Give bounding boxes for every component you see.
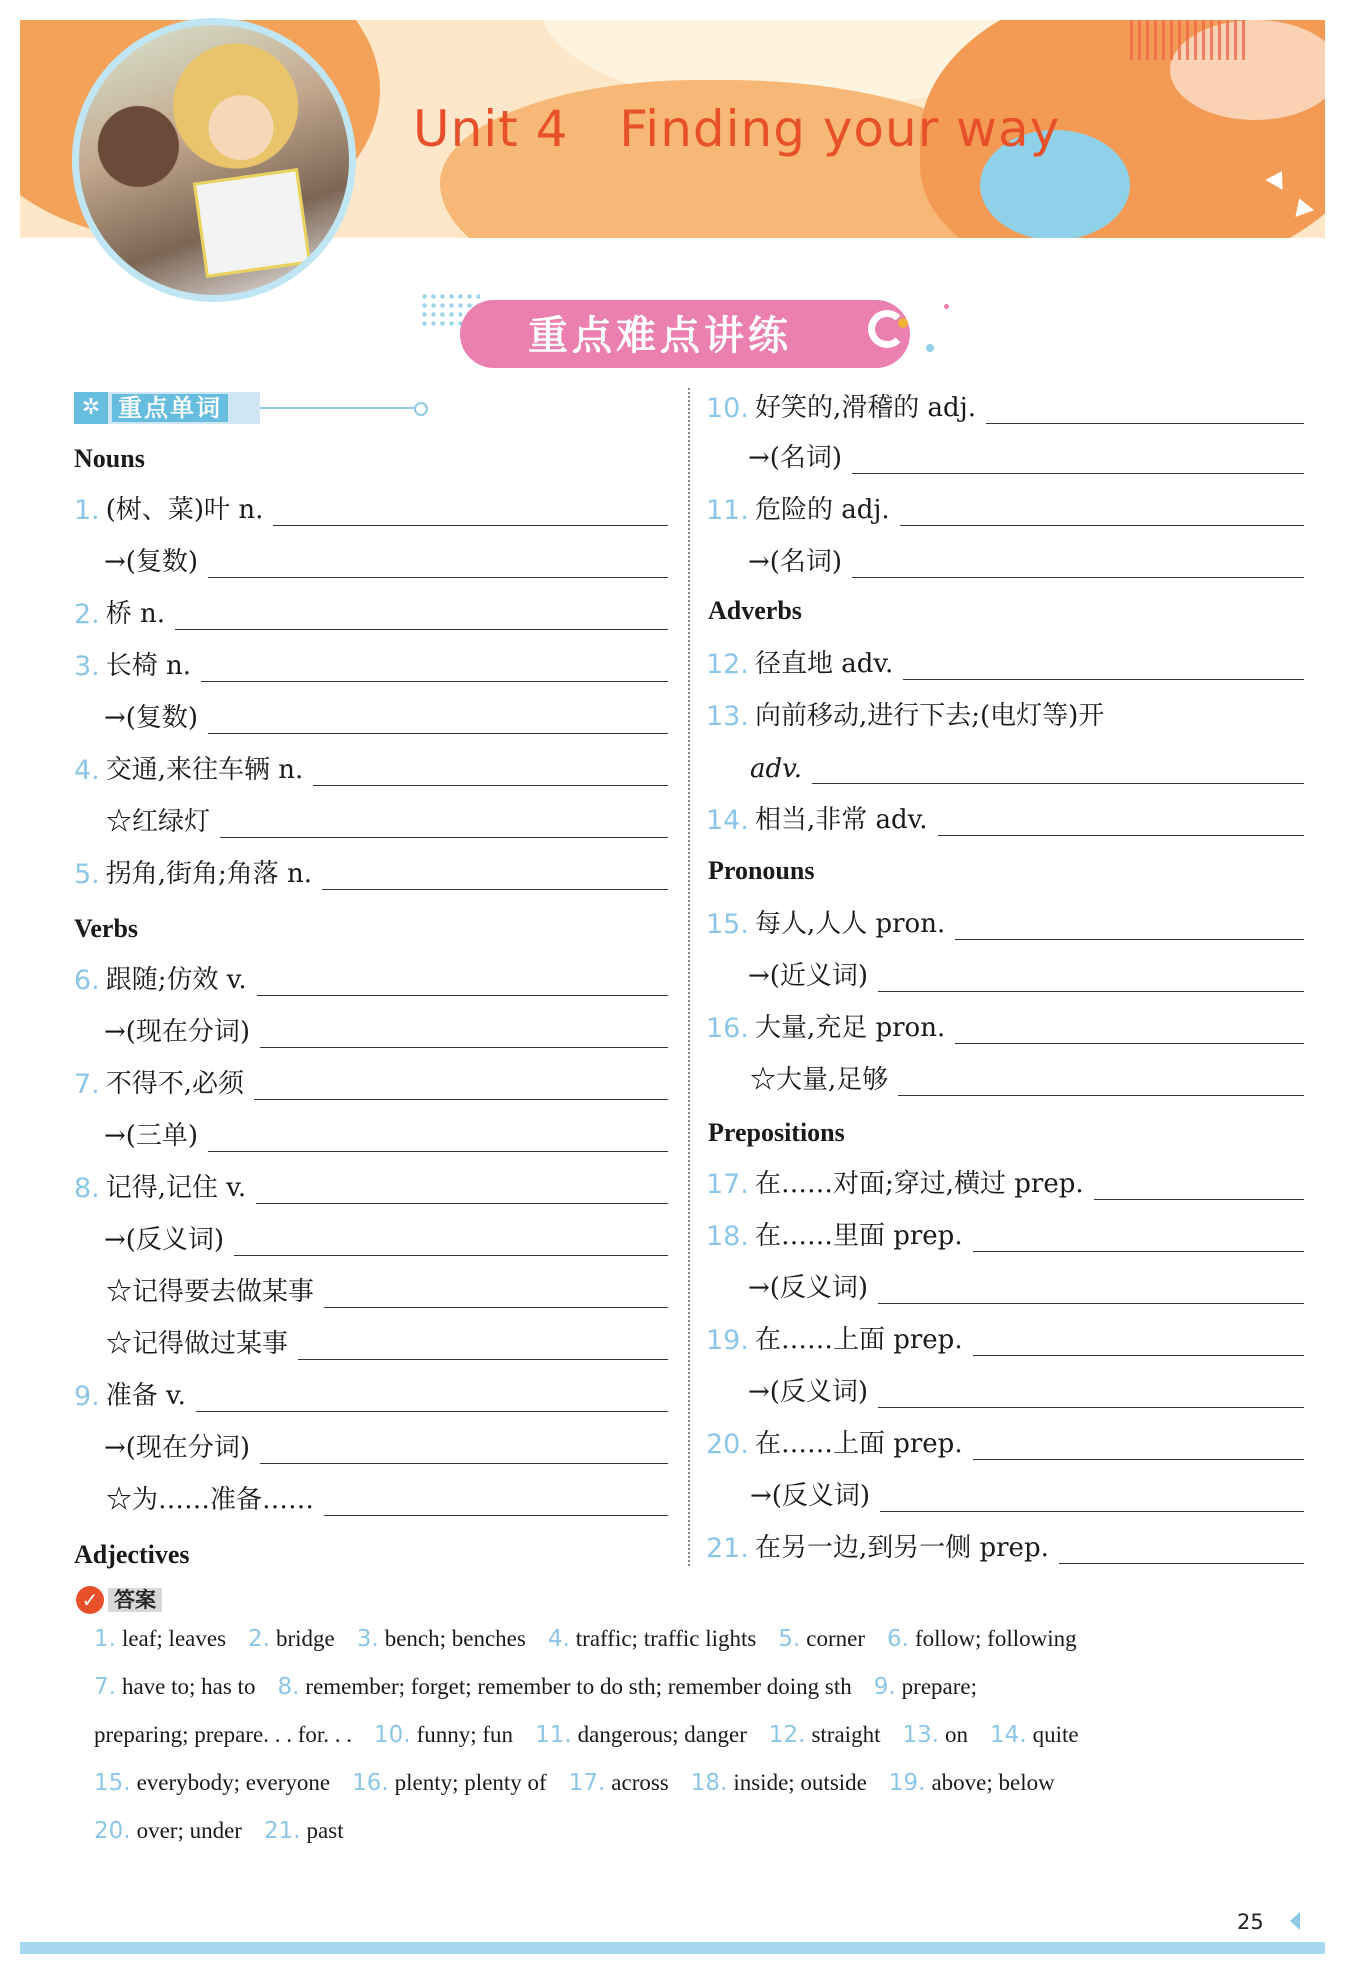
answer-number: 8.: [277, 1674, 300, 1700]
answer-item: [94, 1770, 330, 1796]
vocab-row: [74, 1164, 668, 1204]
vocab-row: [748, 1264, 1304, 1304]
vocab-row: [104, 1216, 668, 1256]
answer-text: bridge: [275, 1626, 335, 1651]
answer-text: preparing; prepare. . . for. . .: [94, 1722, 353, 1747]
answers-line: [94, 1626, 1099, 1666]
answer-item: [277, 1674, 851, 1700]
answer-blank[interactable]: [903, 649, 1304, 680]
answer-number: 4.: [547, 1626, 570, 1652]
answer-number: 12.: [768, 1722, 806, 1748]
item-number: 19.: [706, 1325, 749, 1356]
vocab-badge: [74, 392, 260, 424]
vocab-row: [748, 434, 1304, 474]
answer-blank[interactable]: [256, 1173, 668, 1204]
item-text: →(现在分词): [104, 1017, 251, 1047]
item-text: (树、菜)叶 n.: [105, 495, 264, 525]
item-text: ☆记得做过某事: [106, 1329, 289, 1359]
vocab-row: [106, 798, 668, 838]
item-number: 2.: [74, 599, 100, 630]
item-text: 不得不,必须: [105, 1069, 245, 1099]
vocab-row: [74, 956, 668, 996]
answers-line: [94, 1674, 999, 1714]
badge-line: [260, 407, 416, 409]
answer-blank[interactable]: [260, 1433, 668, 1464]
answer-blank[interactable]: [196, 1381, 668, 1412]
item-number: 15.: [706, 909, 749, 940]
heading-adjectives: Adjectives: [74, 1540, 190, 1569]
answer-blank[interactable]: [1059, 1533, 1304, 1564]
vocab-row: [748, 1368, 1304, 1408]
vocab-row: [106, 1476, 668, 1516]
answer-number: 10.: [374, 1722, 411, 1748]
item-number: 16.: [706, 1013, 749, 1044]
answer-blank[interactable]: [955, 909, 1304, 940]
answer-blank[interactable]: [257, 965, 668, 996]
answer-blank[interactable]: [260, 1017, 668, 1048]
answer-number: 18.: [690, 1770, 728, 1796]
answer-item: [94, 1722, 352, 1748]
answer-item: [691, 1770, 867, 1796]
answer-blank[interactable]: [208, 547, 668, 578]
answer-number: 2.: [248, 1626, 270, 1652]
vocab-row: [74, 642, 668, 682]
answer-text: have to; has to: [121, 1674, 256, 1699]
answer-blank[interactable]: [201, 651, 668, 682]
answer-blank[interactable]: [322, 859, 668, 890]
item-number: 1.: [74, 495, 100, 526]
item-text: →(近义词): [748, 961, 869, 991]
item-number: 18.: [706, 1221, 749, 1252]
answer-item: [990, 1722, 1079, 1748]
answer-blank[interactable]: [878, 1377, 1304, 1408]
item-number: 21.: [706, 1533, 749, 1564]
item-number: 11.: [706, 495, 749, 526]
answer-text: dangerous; danger: [577, 1722, 747, 1747]
item-text: 危险的 adj.: [754, 495, 890, 525]
item-text: ☆记得要去做某事: [106, 1277, 315, 1307]
answer-blank[interactable]: [973, 1325, 1304, 1356]
item-text: 记得,记住 v.: [105, 1173, 247, 1203]
item-text: 大量,充足 pron.: [754, 1013, 946, 1043]
answer-blank[interactable]: [900, 495, 1304, 526]
answer-number: 11.: [535, 1722, 572, 1748]
unit-number: Unit 4: [413, 100, 569, 158]
item-number: 3.: [74, 651, 100, 682]
answer-item: [94, 1626, 226, 1652]
answer-text: funny; fun: [416, 1722, 514, 1747]
answer-text: above; below: [931, 1770, 1055, 1795]
answer-number: 1.: [94, 1626, 116, 1652]
item-text: 跟随;仿效 v.: [105, 965, 247, 995]
item-text: adv.: [750, 754, 803, 784]
item-text: 径直地 adv.: [754, 649, 894, 679]
vocab-row: [106, 1320, 668, 1360]
item-text: 在……对面;穿过,横过 prep.: [754, 1169, 1084, 1199]
answer-blank[interactable]: [273, 495, 668, 526]
vocab-row: [74, 1060, 668, 1100]
answer-text: leaf; leaves: [121, 1626, 227, 1651]
answer-blank[interactable]: [812, 753, 1304, 784]
item-text: 拐角,街角;角落 n.: [105, 859, 313, 889]
item-text: →(现在分词): [104, 1433, 251, 1463]
item-text: →(反义词): [104, 1225, 225, 1255]
item-number: 6.: [74, 965, 100, 996]
answer-text: follow; following: [914, 1626, 1077, 1651]
answer-item: [94, 1674, 255, 1700]
answer-blank[interactable]: [1094, 1169, 1304, 1200]
vocab-row: [104, 1112, 668, 1152]
item-number: 10.: [706, 393, 749, 424]
answer-item: [548, 1626, 756, 1652]
item-text: →(反义词): [748, 1377, 869, 1407]
item-text: →(复数): [104, 703, 199, 733]
answer-text: everybody; everyone: [136, 1770, 331, 1795]
vocab-row: [706, 1004, 1304, 1044]
unit-name: Finding your way: [619, 100, 1061, 158]
vocab-row: [748, 952, 1304, 992]
item-text: 交通,来往车辆 n.: [105, 755, 304, 785]
vocab-row: [104, 1008, 668, 1048]
answer-blank[interactable]: [852, 547, 1304, 578]
answer-number: 7.: [94, 1674, 116, 1700]
item-text: 桥 n.: [105, 599, 166, 629]
vocab-row: [104, 694, 668, 734]
answer-number: 14.: [990, 1722, 1027, 1748]
answer-number: 6.: [887, 1626, 909, 1652]
answer-text: traffic; traffic lights: [575, 1626, 757, 1651]
answer-item: [94, 1818, 242, 1844]
item-number: 20.: [706, 1429, 749, 1460]
item-text: 准备 v.: [105, 1381, 186, 1411]
answer-text: bench; benches: [384, 1626, 526, 1651]
item-number: 7.: [74, 1069, 100, 1100]
item-text: ☆大量,足够: [750, 1065, 889, 1095]
item-number: 12.: [706, 649, 749, 680]
heading-prepositions: Prepositions: [708, 1118, 845, 1147]
answers-line: [94, 1770, 1077, 1810]
answer-number: 15.: [94, 1770, 131, 1796]
answer-blank[interactable]: [220, 807, 668, 838]
item-text: ☆为……准备……: [106, 1485, 315, 1515]
item-text: 长椅 n.: [105, 651, 192, 681]
answer-blank[interactable]: [880, 1481, 1304, 1512]
vocab-badge-label: 重点单词: [112, 394, 228, 422]
vocab-row: [706, 900, 1304, 940]
vocab-row: [104, 538, 668, 578]
answers-label: 答案: [108, 1588, 162, 1612]
vocab-row: [106, 1268, 668, 1308]
answer-text: on: [945, 1722, 969, 1747]
item-number: 14.: [706, 805, 749, 836]
answer-blank[interactable]: [208, 703, 668, 734]
answer-blank[interactable]: [938, 805, 1305, 836]
vocab-row: [748, 538, 1304, 578]
answer-blank[interactable]: [878, 961, 1304, 992]
vocab-row: [706, 1160, 1304, 1200]
answer-blank[interactable]: [898, 1065, 1304, 1096]
vocab-row: [74, 1372, 668, 1412]
answer-item: [248, 1626, 335, 1652]
item-number: 8.: [74, 1173, 100, 1204]
answer-text: straight: [811, 1722, 881, 1747]
item-text: 在……上面 prep.: [754, 1429, 963, 1459]
arrow-left-icon: [1290, 1912, 1300, 1930]
item-text: 每人,人人 pron.: [754, 909, 946, 939]
heading-adverbs: Adverbs: [708, 596, 802, 625]
answer-blank[interactable]: [878, 1273, 1304, 1304]
answer-item: [778, 1626, 865, 1652]
answer-item: [887, 1626, 1077, 1652]
answer-item: [357, 1626, 526, 1652]
unit-title: [413, 100, 1060, 158]
vocab-row: [706, 692, 1304, 732]
answer-text: inside; outside: [733, 1770, 867, 1795]
vocab-row: [750, 1056, 1304, 1096]
answer-blank[interactable]: [973, 1429, 1304, 1460]
answer-blank[interactable]: [973, 1221, 1304, 1252]
answer-blank[interactable]: [986, 393, 1304, 424]
answer-item: [902, 1722, 968, 1748]
item-text: 向前移动,进行下去;(电灯等)开: [754, 701, 1105, 731]
answer-item: [874, 1674, 977, 1700]
vocab-row: [750, 744, 1304, 784]
answer-item: [264, 1818, 344, 1844]
vocab-row: [706, 1212, 1304, 1252]
item-text: →(名词): [748, 547, 843, 577]
answer-blank[interactable]: [254, 1069, 668, 1100]
answer-blank[interactable]: [298, 1329, 668, 1360]
answer-number: 17.: [568, 1770, 606, 1796]
answer-text: corner: [806, 1626, 866, 1651]
item-text: 在……里面 prep.: [754, 1221, 963, 1251]
answer-text: past: [306, 1818, 344, 1843]
answer-blank[interactable]: [955, 1013, 1304, 1044]
answer-blank[interactable]: [313, 755, 668, 786]
item-number: 9.: [74, 1381, 100, 1412]
item-text: →(三单): [104, 1121, 199, 1151]
item-text: →(反义词): [748, 1273, 869, 1303]
answer-text: plenty; plenty of: [394, 1770, 547, 1795]
badge-ring: [414, 402, 428, 416]
answers-line: [94, 1818, 366, 1858]
answer-number: 5.: [778, 1626, 801, 1652]
dot-decoration: [944, 304, 949, 309]
item-text: 在另一边,到另一侧 prep.: [754, 1533, 1049, 1563]
answers-line: [94, 1722, 1101, 1762]
vocab-row: [706, 1524, 1304, 1564]
item-text: →(名词): [748, 443, 843, 473]
answers-badge: [76, 1586, 162, 1614]
item-text: ☆红绿灯: [106, 807, 211, 837]
vocab-row: [74, 850, 668, 890]
page-number: 25: [1237, 1910, 1264, 1934]
item-number: 5.: [74, 859, 100, 890]
answer-number: 13.: [902, 1722, 940, 1748]
vocab-row: [706, 640, 1304, 680]
answer-item: [889, 1770, 1055, 1796]
item-number: 13.: [706, 701, 749, 732]
vocab-row: [104, 1424, 668, 1464]
vocab-row: [706, 1316, 1304, 1356]
checkmark-icon: ✓: [76, 1586, 104, 1614]
answer-text: quite: [1032, 1722, 1079, 1747]
banner-stripes: [1130, 20, 1250, 60]
heading-verbs: Verbs: [74, 914, 139, 943]
answer-number: 16.: [352, 1770, 389, 1796]
vocab-row: [706, 796, 1304, 836]
answer-text: across: [611, 1770, 669, 1795]
dot-decoration: [926, 344, 934, 352]
dot-decoration: [898, 318, 908, 328]
answer-blank[interactable]: [852, 443, 1304, 474]
books-illustration: [193, 168, 311, 278]
item-text: 相当,非常 adv.: [754, 805, 928, 835]
answer-blank[interactable]: [234, 1225, 668, 1256]
answer-blank[interactable]: [324, 1277, 668, 1308]
answer-item: [374, 1722, 513, 1748]
vocab-row: [750, 1472, 1304, 1512]
vocab-row: [706, 486, 1304, 526]
vocab-row: [706, 384, 1304, 424]
item-number: 17.: [706, 1169, 749, 1200]
item-text: 好笑的,滑稽的 adj.: [754, 393, 976, 423]
snowflake-icon: ✲: [74, 392, 108, 424]
hook-decoration: [868, 310, 906, 348]
answer-blank[interactable]: [208, 1121, 668, 1152]
vocab-row: [706, 1420, 1304, 1460]
students-photo: [72, 18, 356, 302]
bottom-bar: [20, 1942, 1325, 1954]
answer-item: [569, 1770, 669, 1796]
answer-blank[interactable]: [324, 1485, 668, 1516]
answer-number: 9.: [873, 1674, 896, 1700]
answer-number: 21.: [263, 1818, 301, 1844]
item-text: →(复数): [104, 547, 199, 577]
item-text: 在……上面 prep.: [754, 1325, 963, 1355]
answer-number: 19.: [888, 1770, 926, 1796]
vocab-row: [74, 746, 668, 786]
answer-blank[interactable]: [175, 599, 668, 630]
column-divider: [688, 388, 690, 1566]
answer-item: [352, 1770, 547, 1796]
vocab-row: [74, 590, 668, 630]
heading-pronouns: Pronouns: [708, 856, 815, 885]
heading-nouns: Nouns: [74, 444, 145, 473]
answer-item: [769, 1722, 881, 1748]
section-title: 重点难点讲练: [528, 313, 792, 359]
answer-number: 20.: [94, 1818, 131, 1844]
answer-item: [535, 1722, 747, 1748]
answer-text: over; under: [136, 1818, 242, 1843]
item-number: 4.: [74, 755, 100, 786]
vocab-row: [74, 486, 668, 526]
answer-text: remember; forget; remember to do sth; remember doing sth: [305, 1674, 852, 1699]
item-text: →(反义词): [750, 1481, 871, 1511]
answer-text: prepare;: [901, 1674, 978, 1699]
answer-number: 3.: [356, 1626, 379, 1652]
